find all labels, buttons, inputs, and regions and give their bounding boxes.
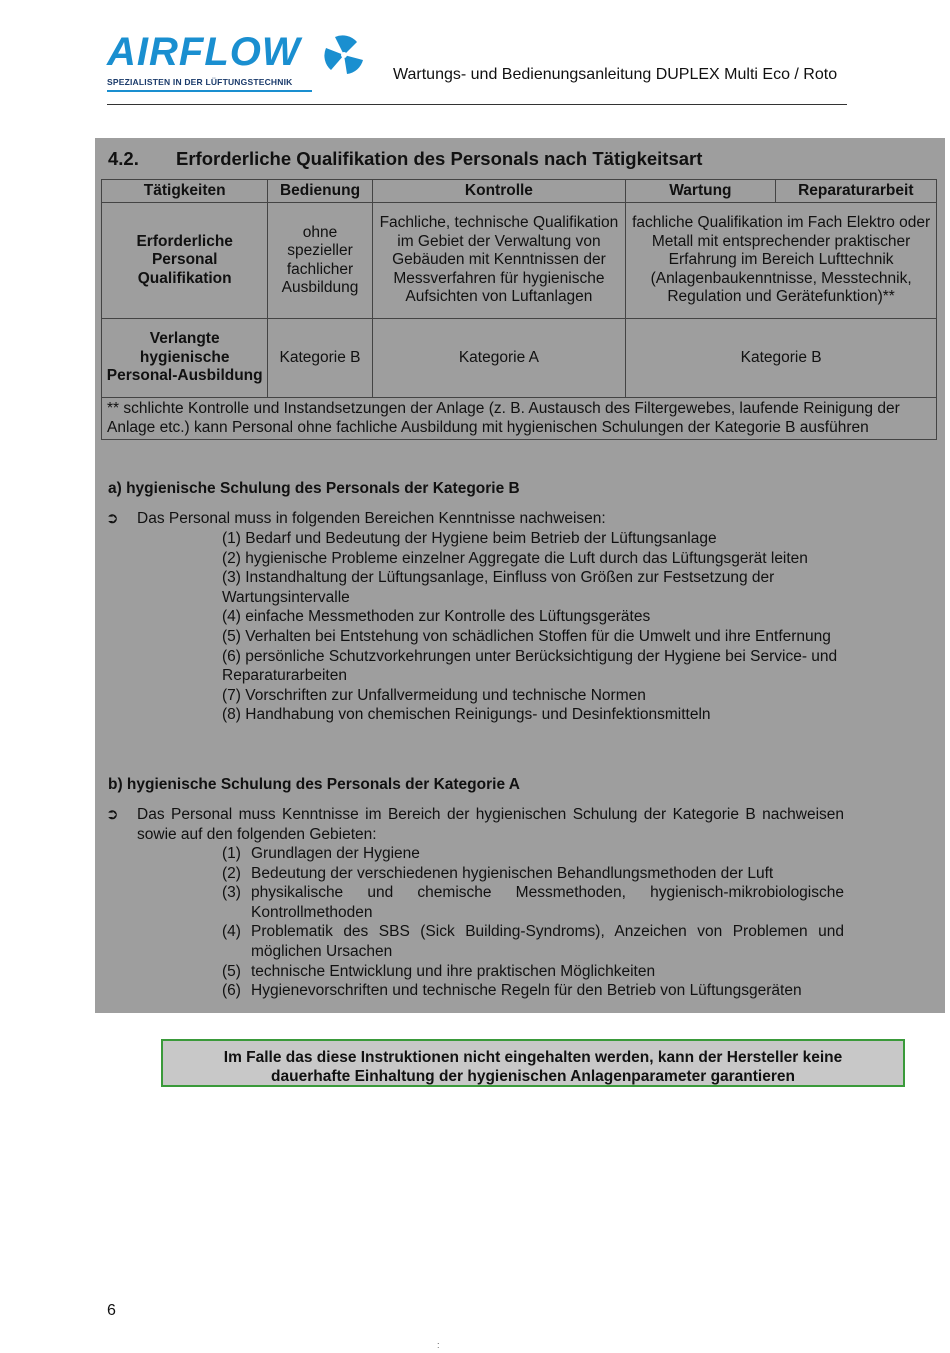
table-row <box>102 203 937 319</box>
warning-box <box>161 1039 905 1087</box>
logo-tagline: SPEZIALISTEN IN DER LÜFTUNGSTECHNIK <box>107 77 293 87</box>
list-item-number: (5) <box>222 962 241 980</box>
list-item: (3) Instandhaltung der Lüftungsanlage, Einfluss von Größen zur Festsetzung der Wartungsintervalle <box>222 569 775 606</box>
list-item-text: Problematik des SBS (Sick Building-Syndroms), Anzeichen von Problemen und möglichen Ursachen <box>251 923 844 960</box>
part-a-list <box>222 529 844 725</box>
list-item: (8) Handhabung von chemischen Reinigungs- und Desinfektionsmitteln <box>222 706 711 724</box>
list-item-text: technische Entwicklung und ihre praktischen Möglichkeiten <box>251 962 656 980</box>
list-item: (5) Verhalten bei Entstehung von schädlichen Stoffen für die Umwelt und ihre Entfernung <box>222 627 831 645</box>
part-b-title: b) hygienische Schulung des Personals der Kategorie A <box>108 776 520 793</box>
list-item: (1) Bedarf und Bedeutung der Hygiene beim Betrieb der Lüftungsanlage <box>222 530 717 547</box>
cell-wartung-reparatur-qualifikation: fachliche Qualifikation im Fach Elektro oder Metall mit entsprechender praktischer Erfahrung im Bereich Lufttechnik (Anlagenbaukenntnisse, Messtechnik, Regulation und Gerätefunktion)** <box>626 203 937 319</box>
table-note-row <box>102 398 937 440</box>
part-b-list <box>222 844 844 1001</box>
section-heading <box>108 148 702 170</box>
table-row <box>102 319 937 398</box>
list-item <box>222 962 844 982</box>
qualification-table <box>101 179 937 440</box>
section-number: 4.2. <box>108 148 139 169</box>
list-item-text: physikalische und chemische Messmethoden, hygienisch-mikrobiologische Kontrollmethoden <box>251 884 844 921</box>
cell-bedienung-ausbildung: Kategorie B <box>268 319 372 398</box>
airflow-logo-icon <box>323 34 365 76</box>
table-footnote: ** schlichte Kontrolle und Instandsetzungen der Anlage (z. B. Austausch des Filtergewebes, laufende Reinigung der Anlage etc.) kann Personal ohne fachliche Ausbildung mit hygienischen Schulungen der Kategorie B ausführen <box>102 398 937 440</box>
list-item-number: (6) <box>222 982 241 1000</box>
logo-wordmark: AIRFLOW <box>107 30 301 74</box>
col-header-reparatur: Reparaturarbeit <box>775 180 936 203</box>
list-item <box>222 922 844 961</box>
list-item <box>222 981 844 1001</box>
part-a-intro: Das Personal muss in folgenden Bereichen Kenntnisse nachweisen: <box>137 510 606 527</box>
list-item <box>222 864 844 884</box>
cell-wartung-reparatur-ausbildung: Kategorie B <box>626 319 937 398</box>
document-title: Wartungs- und Bedienungsanleitung DUPLEX Multi Eco / Roto <box>393 66 838 83</box>
logo-underline <box>107 90 312 92</box>
row-label-ausbildung: Verlangte hygienische Personal-Ausbildung <box>102 319 268 398</box>
list-item: (2) hygienische Probleme einzelner Aggregate die Luft durch das Lüftungsgerät leiten <box>222 549 808 567</box>
cell-kontrolle-qualifikation: Fachliche, technische Qualifikation im Gebiet der Verwaltung von Gebäuden mit Kenntnissen der Messverfahren für hygienische Aufsichten von Luftanlagen <box>372 203 626 319</box>
page-number: 6 <box>107 1302 116 1319</box>
list-item: (4) einfache Messmethoden zur Kontrolle des Lüftungsgerätes <box>222 608 651 626</box>
table-header-row <box>102 180 937 203</box>
list-item: (7) Vorschriften zur Unfallvermeidung und technische Normen <box>222 686 646 704</box>
list-item <box>222 883 844 922</box>
arrow-bullet-icon: ➲ <box>106 510 119 527</box>
col-header-wartung: Wartung <box>626 180 775 203</box>
arrow-bullet-icon: ➲ <box>106 806 119 823</box>
part-b-intro: Das Personal muss Kenntnisse im Bereich der hygienischen Schulung der Kategorie B nachweisen sowie auf den folgenden Gebieten: <box>137 806 844 843</box>
airflow-logo <box>107 32 367 92</box>
list-item-number: (4) <box>222 923 241 941</box>
footer-mark: : <box>437 1340 440 1350</box>
col-header-kontrolle: Kontrolle <box>372 180 626 203</box>
list-item-number: (2) <box>222 864 241 882</box>
warning-line-2: dauerhafte Einhaltung der hygienischen Anlagenparameter garantieren <box>271 1068 795 1085</box>
col-header-taetigkeiten: Tätigkeiten <box>102 180 268 203</box>
warning-line-1: Im Falle das diese Instruktionen nicht eingehalten werden, kann der Hersteller keine <box>223 1049 843 1066</box>
part-a-title: a) hygienische Schulung des Personals der Kategorie B <box>108 480 520 497</box>
list-item-text: Grundlagen der Hygiene <box>251 845 420 862</box>
list-item <box>222 844 844 864</box>
cell-bedienung-qualifikation: ohne spezieller fachlicher Ausbildung <box>268 203 372 319</box>
header-divider <box>107 104 847 105</box>
section-title: Erforderliche Qualifikation des Personals nach Tätigkeitsart <box>176 148 703 169</box>
row-label-qualifikation: Erforderliche Personal Qualifikation <box>102 203 268 319</box>
list-item-text: Bedeutung der verschiedenen hygienischen Behandlungsmethoden der Luft <box>251 864 774 882</box>
cell-kontrolle-ausbildung: Kategorie A <box>372 319 626 398</box>
list-item-number: (3) <box>222 884 241 902</box>
list-item: (6) persönliche Schutzvorkehrungen unter Berücksichtigung der Hygiene bei Service- und Reparaturarbeiten <box>222 647 838 685</box>
list-item-number: (1) <box>222 845 241 862</box>
col-header-bedienung: Bedienung <box>268 180 372 203</box>
list-item-text: Hygienevorschriften und technische Regeln für den Betrieb von Lüftungsgeräten <box>251 982 802 1000</box>
